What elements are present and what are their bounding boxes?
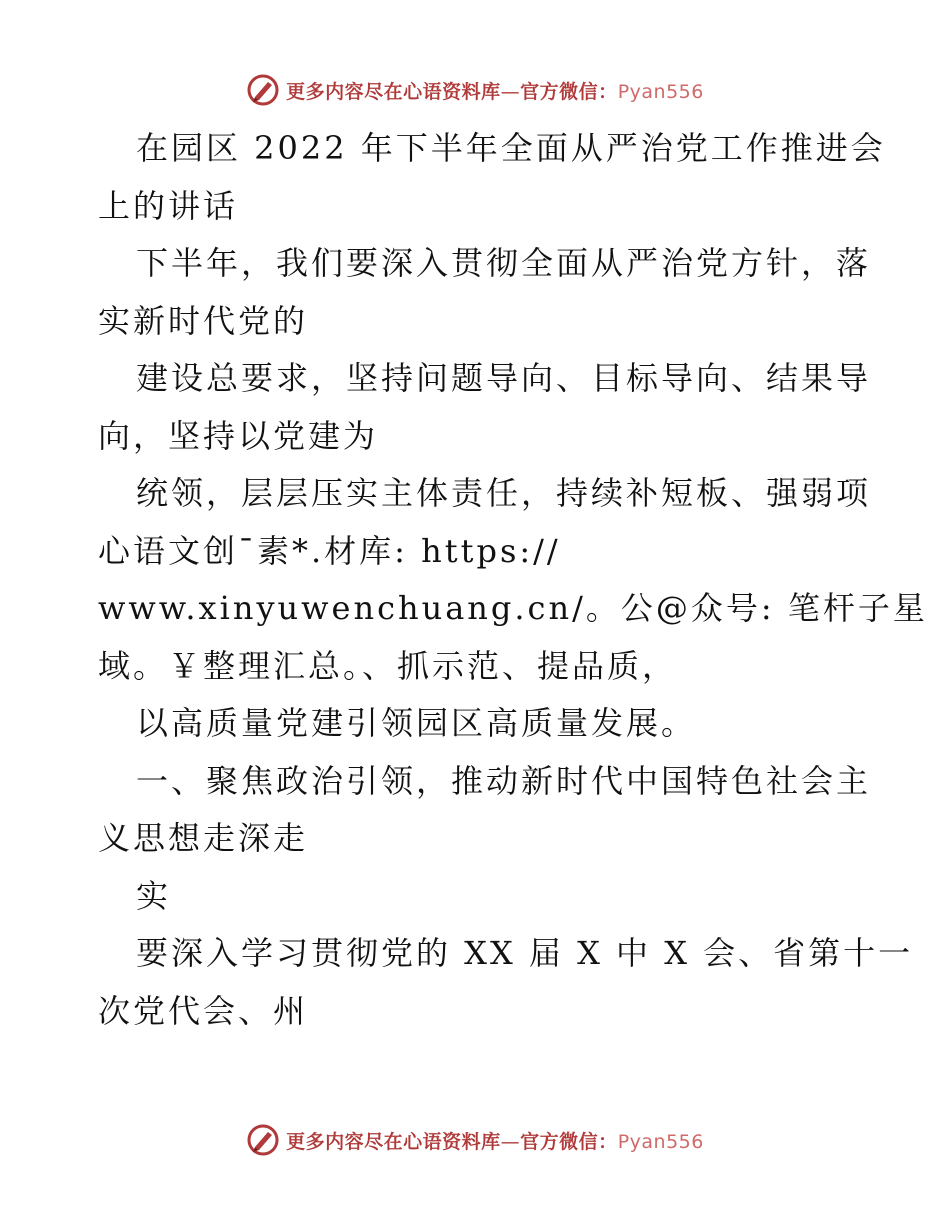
document-line: 下半年，我们要深入贯彻全面从严治党方针，落 xyxy=(136,244,872,282)
document-line: www.xinyuwenchuang.cn/。公@众号: 笔杆子星 xyxy=(98,589,928,627)
pen-circle-logo-icon xyxy=(246,73,280,107)
watermark-label: 官方微信： xyxy=(520,1130,618,1153)
document-line: 一、聚焦政治引领，推动新时代中国特色社会主 xyxy=(136,761,872,800)
watermark-separator: — xyxy=(500,80,521,103)
document-line: 域。￥整理汇总。、抓示范、提品质， xyxy=(98,646,678,685)
document-line: 要深入学习贯彻党的 XX 届 X 中 X 会、省第十一 xyxy=(136,934,914,972)
document-line: 实新时代党的 xyxy=(98,301,309,340)
document-line: 次党代会、州 xyxy=(98,991,309,1030)
document-line: 建设总要求，坚持问题导向、目标导向、结果导 xyxy=(136,359,872,397)
document-line: 心语文创¯素*.材库: https:// xyxy=(98,531,561,570)
watermark-label: 官方微信： xyxy=(520,80,618,103)
footer-watermark xyxy=(0,1120,950,1160)
watermark-title: 更多内容尽在心语资料库 xyxy=(286,1130,501,1153)
document-body xyxy=(98,120,928,1040)
document-line: 统领，层层压实主体责任，持续补短板、强弱项 xyxy=(136,474,872,512)
header-watermark xyxy=(0,70,950,110)
pen-circle-logo-icon xyxy=(246,1123,280,1157)
document-line: 向，坚持以党建为 xyxy=(98,416,379,455)
watermark-title: 更多内容尽在心语资料库 xyxy=(286,80,501,103)
document-line: 以高质量党建引领园区高质量发展。 xyxy=(136,704,697,742)
watermark-wechat-id: Pyan556 xyxy=(617,1130,704,1153)
document-line: 在园区 2022 年下半年全面从严治党工作推进会 xyxy=(136,129,886,167)
document-line: 实 xyxy=(136,876,172,915)
watermark-wechat-id: Pyan556 xyxy=(617,80,704,103)
document-line: 上的讲话 xyxy=(98,186,239,225)
watermark-separator: — xyxy=(500,1130,521,1153)
document-line: 义思想走深走 xyxy=(98,819,309,857)
